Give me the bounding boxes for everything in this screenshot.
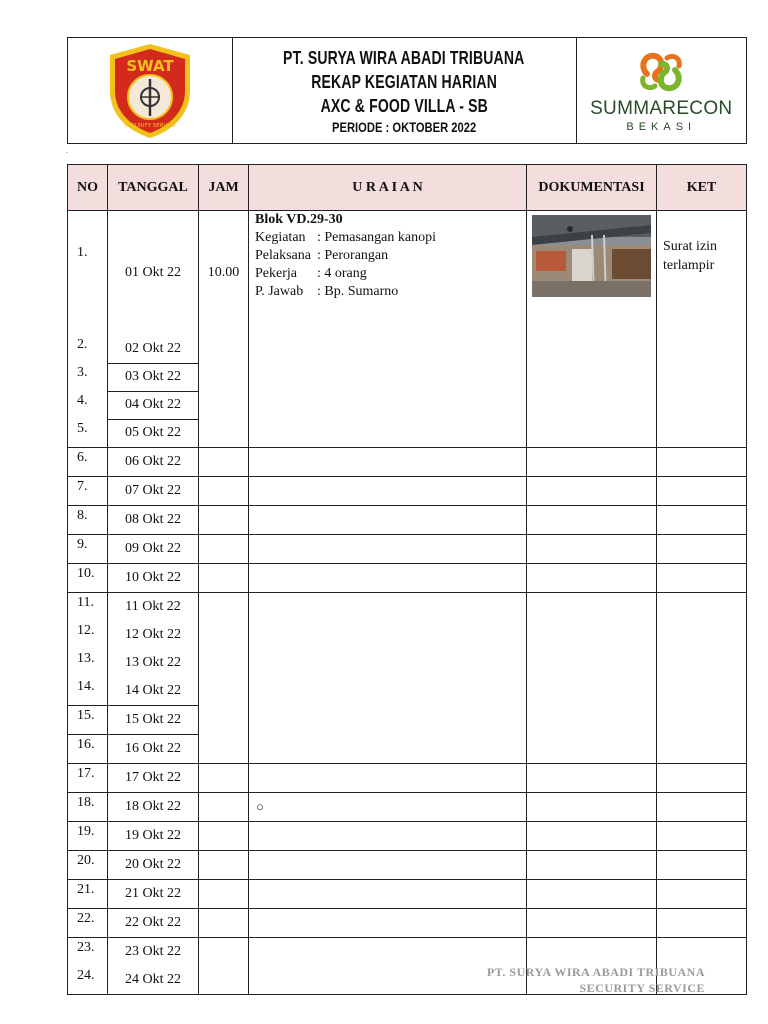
row-dokumentasi	[527, 564, 657, 593]
row-dokumentasi	[527, 793, 657, 822]
row-no: 19.	[68, 822, 108, 851]
row-tanggal: 01 Okt 22	[108, 211, 199, 336]
row-tanggal: 11 Okt 22	[108, 593, 199, 622]
table-row	[68, 477, 747, 506]
activity-table	[67, 164, 747, 995]
row-ket	[657, 851, 747, 880]
entry-label: Pekerja	[255, 266, 297, 281]
uraian-entry	[249, 211, 526, 301]
row-uraian-merged	[249, 593, 527, 764]
table-header-row	[68, 165, 747, 211]
row-dokumentasi	[527, 909, 657, 938]
report-title: REKAP KEGIATAN HARIAN	[311, 71, 497, 92]
table-row	[68, 211, 747, 336]
row-no: 8.	[68, 506, 108, 535]
swat-logo	[104, 41, 196, 141]
row-ket	[657, 477, 747, 506]
col-header-dokumentasi: DOKUMENTASI	[527, 165, 657, 211]
row-tanggal: 08 Okt 22	[108, 506, 199, 535]
row-tanggal: 24 Okt 22	[108, 966, 199, 995]
row-jam	[199, 880, 249, 909]
entry-line	[255, 247, 520, 265]
document-header	[67, 37, 747, 144]
row-jam	[199, 535, 249, 564]
row-no: 5.	[68, 419, 108, 448]
row-jam	[199, 448, 249, 477]
row-jam	[199, 764, 249, 793]
company-name: PT. SURYA WIRA ABADI TRIBUANA	[283, 47, 525, 68]
row-ket	[657, 564, 747, 593]
row-no: 17.	[68, 764, 108, 793]
row-tanggal: 02 Okt 22	[108, 335, 199, 363]
entry-label: P. Jawab	[255, 284, 304, 299]
row-tanggal: 04 Okt 22	[108, 391, 199, 419]
row-uraian	[249, 564, 527, 593]
col-header-uraian: U R A I A N	[249, 165, 527, 211]
row-tanggal: 16 Okt 22	[108, 735, 199, 764]
table-row	[68, 764, 747, 793]
entry-value: : 4 orang	[317, 266, 367, 281]
row-no: 14.	[68, 677, 108, 706]
row-uraian	[249, 909, 527, 938]
row-no: 22.	[68, 909, 108, 938]
footer-service: SECURITY SERVICE	[579, 981, 705, 995]
row-ket	[657, 793, 747, 822]
row-ket	[657, 448, 747, 477]
row-ket	[657, 822, 747, 851]
row-jam	[199, 822, 249, 851]
table-row	[68, 793, 747, 822]
entry-label: Kegiatan	[255, 230, 306, 245]
entry-line	[255, 283, 520, 301]
table-row	[68, 564, 747, 593]
row-uraian	[249, 851, 527, 880]
swat-logo-cell	[68, 38, 233, 143]
row-jam-merged	[199, 593, 249, 764]
row-no: 9.	[68, 535, 108, 564]
row-uraian	[249, 793, 527, 822]
row-uraian	[249, 764, 527, 793]
row-ket	[657, 909, 747, 938]
summarecon-sub: BEKASI	[626, 121, 697, 133]
row-no: 15.	[68, 706, 108, 735]
row-jam-empty	[199, 335, 249, 448]
col-header-no: NO	[68, 165, 108, 211]
row-tanggal: 09 Okt 22	[108, 535, 199, 564]
col-header-jam: JAM	[199, 165, 249, 211]
svg-text:SECURITY SERVICE: SECURITY SERVICE	[123, 122, 176, 129]
entry-line	[255, 229, 520, 247]
row-no: 11.	[68, 593, 108, 622]
row-uraian	[249, 506, 527, 535]
row-no: 3.	[68, 363, 108, 391]
row-uraian	[249, 477, 527, 506]
ket-cell	[657, 211, 747, 448]
row-tanggal: 05 Okt 22	[108, 419, 199, 448]
row-jam	[199, 851, 249, 880]
row-no: 12.	[68, 621, 108, 649]
title-cell	[233, 38, 577, 143]
table-row	[68, 448, 747, 477]
ket-text: Surat izin terlampir	[663, 239, 718, 273]
row-no: 24.	[68, 966, 108, 995]
entry-title: Blok VD.29-30	[255, 212, 343, 227]
row-tanggal: 21 Okt 22	[108, 880, 199, 909]
summarecon-logo-mark	[633, 48, 689, 96]
period-label: PERIODE : OKTOBER 2022	[331, 118, 477, 135]
summarecon-logo-cell	[577, 38, 747, 143]
row-jam	[199, 793, 249, 822]
row-tanggal: 22 Okt 22	[108, 909, 199, 938]
empty-bullet-mark: ○	[256, 798, 264, 814]
uraian-entry-cell	[249, 211, 527, 448]
row-dokumentasi	[527, 764, 657, 793]
row-tanggal: 15 Okt 22	[108, 706, 199, 735]
row-no: 21.	[68, 880, 108, 909]
row-jam	[199, 564, 249, 593]
summarecon-name: SUMMARECON	[590, 98, 733, 119]
stray-mark: .	[66, 146, 68, 155]
row-tanggal: 23 Okt 22	[108, 938, 199, 967]
row-no: 2.	[68, 335, 108, 363]
location-title: AXC & FOOD VILLA - SB	[320, 95, 488, 116]
dokumentasi-cell	[527, 211, 657, 448]
row-tanggal: 14 Okt 22	[108, 677, 199, 706]
row-uraian-merged	[249, 938, 527, 995]
row-ket	[657, 535, 747, 564]
swat-logo-text: SWAT	[126, 56, 174, 75]
row-ket	[657, 506, 747, 535]
table-row	[68, 851, 747, 880]
table-row	[68, 909, 747, 938]
row-dokumentasi	[527, 880, 657, 909]
page-footer	[487, 964, 705, 996]
table-row	[68, 822, 747, 851]
entry-value: : Perorangan	[317, 248, 389, 263]
row-jam-merged	[199, 938, 249, 995]
row-jam: 10.00	[199, 211, 249, 336]
row-tanggal: 03 Okt 22	[108, 363, 199, 391]
row-no: 20.	[68, 851, 108, 880]
footer-company: PT. SURYA WIRA ABADI TRIBUANA	[486, 965, 705, 979]
row-tanggal: 06 Okt 22	[108, 448, 199, 477]
row-no: 4.	[68, 391, 108, 419]
row-jam	[199, 477, 249, 506]
row-jam	[199, 506, 249, 535]
row-tanggal: 07 Okt 22	[108, 477, 199, 506]
row-tanggal: 20 Okt 22	[108, 851, 199, 880]
row-ket-merged	[657, 593, 747, 764]
table-row	[68, 938, 747, 967]
table-row	[68, 506, 747, 535]
table-row	[68, 880, 747, 909]
row-no: 23.	[68, 938, 108, 967]
row-dokumentasi-merged	[527, 593, 657, 764]
row-uraian	[249, 535, 527, 564]
row-no: 6.	[68, 448, 108, 477]
row-tanggal: 19 Okt 22	[108, 822, 199, 851]
row-tanggal: 17 Okt 22	[108, 764, 199, 793]
documentation-photo	[532, 215, 651, 297]
row-no: 10.	[68, 564, 108, 593]
row-ket	[657, 880, 747, 909]
row-no: 7.	[68, 477, 108, 506]
row-dokumentasi	[527, 851, 657, 880]
row-no: 1.	[68, 211, 108, 336]
table-row	[68, 593, 747, 622]
row-tanggal: 13 Okt 22	[108, 649, 199, 677]
row-uraian	[249, 822, 527, 851]
row-tanggal: 10 Okt 22	[108, 564, 199, 593]
row-dokumentasi	[527, 822, 657, 851]
row-no: 18.	[68, 793, 108, 822]
col-header-tanggal: TANGGAL	[108, 165, 199, 211]
entry-value: : Pemasangan kanopi	[317, 230, 436, 245]
table-row	[68, 535, 747, 564]
row-ket	[657, 764, 747, 793]
row-dokumentasi	[527, 506, 657, 535]
row-dokumentasi	[527, 535, 657, 564]
row-dokumentasi	[527, 448, 657, 477]
entry-line	[255, 265, 520, 283]
row-no: 16.	[68, 735, 108, 764]
row-dokumentasi	[527, 477, 657, 506]
row-no: 13.	[68, 649, 108, 677]
row-tanggal: 18 Okt 22	[108, 793, 199, 822]
entry-label: Pelaksana	[255, 248, 311, 263]
row-tanggal: 12 Okt 22	[108, 621, 199, 649]
row-uraian	[249, 880, 527, 909]
row-jam	[199, 909, 249, 938]
col-header-ket: KET	[657, 165, 747, 211]
entry-value: : Bp. Sumarno	[317, 284, 399, 299]
row-uraian	[249, 448, 527, 477]
